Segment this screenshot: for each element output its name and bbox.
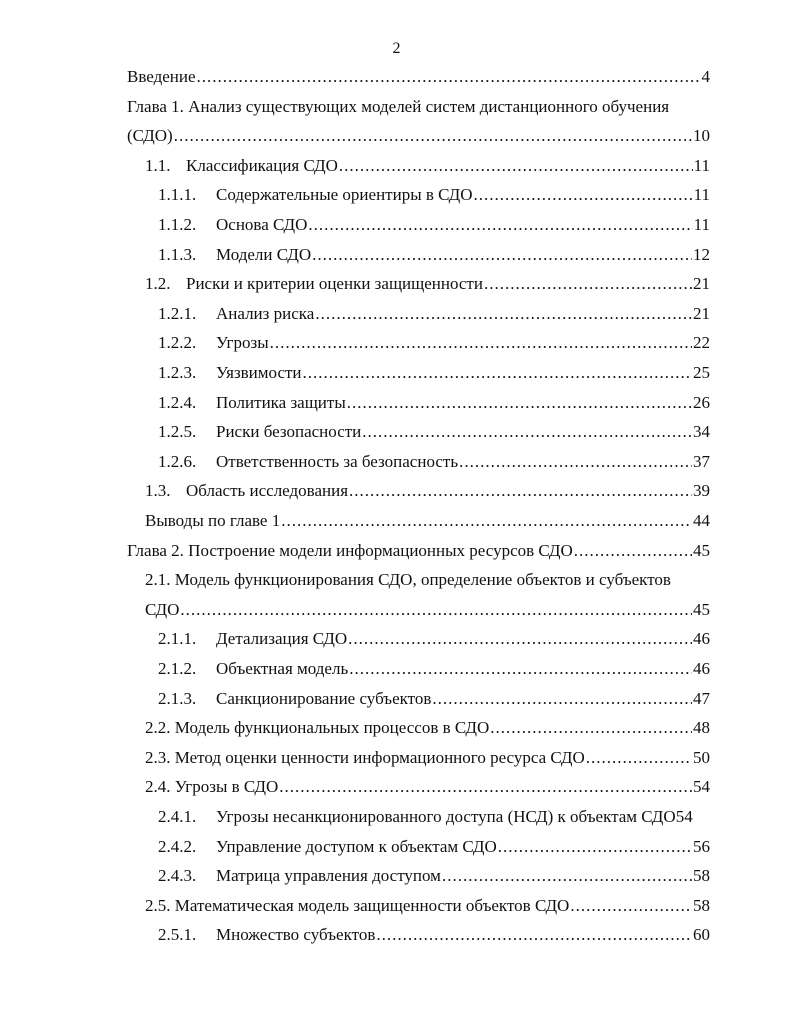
toc-item-title: Анализ риска	[216, 303, 315, 323]
toc-page-number: 11	[693, 185, 710, 205]
toc-line	[0, 745, 793, 771]
toc-page-number: 60	[693, 925, 710, 945]
toc-entry[interactable]	[145, 745, 710, 771]
toc-entry[interactable]	[145, 774, 710, 800]
toc-leader-dots	[574, 538, 692, 564]
toc-item-number: 2.1.3.	[158, 688, 197, 708]
toc-line	[0, 626, 793, 652]
toc-entry[interactable]	[145, 597, 710, 623]
toc-item-number: 2.1.2.	[158, 659, 197, 678]
toc-item-number: 1.2.4.	[158, 392, 197, 412]
toc-item-number: 1.1.	[145, 155, 171, 175]
toc-leader-dots	[498, 834, 692, 860]
toc-line	[0, 301, 793, 327]
toc-line	[0, 538, 793, 564]
toc-item-title: Ответственность за безопасность	[216, 451, 459, 471]
toc-page-number: 22	[693, 333, 710, 353]
toc-entry[interactable]	[186, 478, 710, 504]
toc-item-title: Выводы по главе 1	[145, 511, 281, 530]
toc-leader-dots	[270, 330, 692, 356]
toc-entry[interactable]	[186, 153, 710, 179]
toc-item-number: 2.4.3.	[158, 866, 197, 886]
toc-item-number: 1.1.2.	[158, 215, 197, 234]
toc-page-number: 45	[693, 540, 710, 560]
toc-line	[0, 597, 793, 623]
toc-line	[0, 419, 793, 445]
toc-entry[interactable]	[216, 360, 710, 386]
toc-entry[interactable]	[145, 893, 710, 919]
toc-page-number: 54	[693, 777, 710, 797]
toc-entry[interactable]	[216, 804, 710, 830]
toc-entry[interactable]	[216, 182, 710, 208]
toc-entry[interactable]	[216, 922, 710, 948]
toc-line	[0, 893, 793, 919]
toc-item-title: Объектная модель	[216, 659, 349, 678]
toc-item-title: Матрица управления доступом	[216, 866, 441, 886]
toc-page-number: 21	[693, 303, 710, 323]
toc-page-number: 21	[693, 274, 710, 294]
toc-item-title: Множество субъектов	[216, 925, 376, 945]
toc-item-number: 2.1.1.	[158, 629, 197, 649]
toc-entry[interactable]	[216, 686, 710, 712]
toc-item-number: 1.1.3.	[158, 244, 197, 264]
toc-item-number: 1.3.	[145, 481, 171, 501]
toc-line	[0, 212, 793, 238]
toc-entry[interactable]	[216, 301, 710, 327]
toc-page-number: 45	[693, 599, 710, 619]
toc-page-number: 10	[693, 126, 710, 146]
toc-item-title: Риски и критерии оценки защищенности	[186, 274, 483, 294]
toc-page-number: 47	[693, 688, 710, 708]
toc-entry[interactable]	[145, 567, 710, 593]
toc-leader-dots	[180, 597, 692, 623]
toc-entry[interactable]	[127, 123, 710, 149]
toc-line	[0, 478, 793, 504]
toc-page-number: 50	[693, 747, 710, 767]
toc-leader-dots	[281, 508, 692, 534]
toc-item-title: Классификация СДО	[186, 155, 338, 175]
toc-entry[interactable]	[216, 626, 710, 652]
toc-line	[0, 804, 793, 830]
toc-page-number: 39	[693, 481, 710, 501]
toc-leader-dots	[586, 745, 692, 771]
toc-item-title: Риски безопасности	[216, 422, 362, 442]
toc-item-number: 1.2.	[145, 274, 171, 294]
toc-page-number: 46	[693, 659, 710, 678]
toc-entry[interactable]	[145, 508, 710, 534]
toc-item-number: 1.2.1.	[158, 303, 197, 323]
toc-entry[interactable]	[186, 271, 710, 297]
toc-leader-dots	[490, 715, 692, 741]
toc-entry[interactable]	[127, 538, 710, 564]
toc-leader-dots	[349, 478, 692, 504]
toc-item-title: Угрозы несанкционированного доступа (НСД) к объектам СДО	[216, 807, 676, 826]
toc-leader-dots	[347, 390, 692, 416]
toc-line	[0, 834, 793, 860]
toc-entry[interactable]	[216, 656, 710, 682]
toc-entry[interactable]	[216, 390, 710, 416]
toc-item-title: Введение	[127, 67, 196, 86]
toc-item-title: Управление доступом к объектам СДО	[216, 836, 497, 856]
toc-line	[0, 922, 793, 948]
toc-leader-dots	[315, 301, 692, 327]
toc-leader-dots	[197, 64, 701, 90]
toc-line	[0, 242, 793, 268]
toc-page-number: 25	[693, 363, 710, 382]
toc-item-number: 1.2.3.	[158, 363, 197, 382]
toc-line	[0, 330, 793, 356]
toc-line	[0, 360, 793, 386]
toc-entry[interactable]	[127, 94, 710, 120]
toc-page-number: 12	[693, 244, 710, 264]
toc-leader-dots	[362, 419, 692, 445]
toc-item-number: 2.4.2.	[158, 836, 197, 856]
toc-page-number: 44	[693, 511, 710, 530]
toc-leader-dots	[174, 123, 692, 149]
toc-item-number: 2.5.1.	[158, 925, 197, 945]
toc-entry[interactable]	[216, 212, 710, 238]
toc-leader-dots	[570, 893, 692, 919]
toc-item-title: Уязвимости	[216, 363, 302, 382]
toc-page-number: 26	[693, 392, 710, 412]
toc-item-title: Политика защиты	[216, 392, 346, 412]
toc-item-title: Содержательные ориентиры в СДО	[216, 185, 473, 205]
toc-page-number: 54	[675, 807, 693, 826]
toc-item-number: 1.1.1.	[158, 185, 197, 205]
toc-page-number: 58	[693, 895, 710, 915]
toc-item-title: 2.3. Метод оценки ценности информационного ресурса СДО	[145, 747, 585, 767]
toc-leader-dots	[474, 182, 693, 208]
toc-line	[0, 715, 793, 741]
toc-line	[0, 774, 793, 800]
toc-item-number: 1.2.2.	[158, 333, 197, 353]
toc-item-title: 2.1. Модель функционирования СДО, определение объектов и субъектов	[145, 570, 671, 590]
toc-page-number: 56	[693, 836, 710, 856]
toc-line	[0, 271, 793, 297]
toc-leader-dots	[459, 449, 692, 475]
toc-line	[0, 64, 793, 90]
toc-page-number: 34	[693, 422, 710, 442]
toc-leader-dots	[442, 863, 692, 889]
toc-line	[0, 153, 793, 179]
toc-page-number: 11	[693, 215, 710, 234]
toc-line	[0, 123, 793, 149]
toc-line	[0, 567, 793, 593]
toc-item-title: Глава 2. Построение модели информационных ресурсов СДО	[127, 540, 573, 560]
toc-entry[interactable]	[216, 834, 710, 860]
toc-item-title: Угрозы	[216, 333, 269, 353]
toc-entry[interactable]	[216, 863, 710, 889]
page-number: 2	[392, 40, 401, 57]
toc-leader-dots	[303, 360, 692, 386]
toc-entry[interactable]	[216, 449, 710, 475]
toc-page-number: 11	[693, 155, 710, 175]
toc-leader-dots	[279, 774, 692, 800]
toc-line	[0, 656, 793, 682]
toc-line	[0, 449, 793, 475]
toc-line	[0, 508, 793, 534]
toc-leader-dots	[312, 242, 692, 268]
toc-item-number: 1.2.6.	[158, 451, 197, 471]
toc-item-title: 2.2. Модель функциональных процессов в СДО	[145, 718, 490, 738]
toc-item-title: (СДО)	[127, 126, 173, 146]
toc-item-title: Глава 1. Анализ существующих моделей систем дистанционного обучения	[127, 96, 670, 116]
toc-leader-dots	[349, 656, 692, 682]
toc-item-title: Модели СДО	[216, 244, 312, 264]
toc-page-number: 46	[693, 629, 710, 649]
toc-page-number: 58	[693, 866, 710, 886]
toc-item-title: Детализация СДО	[216, 629, 348, 649]
toc-entry[interactable]	[127, 64, 710, 90]
toc-leader-dots	[348, 626, 692, 652]
toc-leader-dots	[484, 271, 692, 297]
toc-page-number: 37	[693, 451, 710, 471]
toc-line	[0, 863, 793, 889]
toc-line	[0, 94, 793, 120]
toc-item-title: 2.4. Угрозы в СДО	[145, 777, 279, 797]
toc-item-title: Санкционирование субъектов	[216, 688, 432, 708]
toc-item-title: Область исследования	[186, 481, 349, 501]
toc-leader-dots	[339, 153, 693, 179]
toc-leader-dots	[376, 922, 692, 948]
toc-entry[interactable]	[216, 419, 710, 445]
toc-line	[0, 686, 793, 712]
toc-item-number: 2.4.1.	[158, 807, 197, 826]
toc-entry[interactable]	[216, 330, 710, 356]
toc-entry[interactable]	[216, 242, 710, 268]
toc-line	[0, 390, 793, 416]
toc-item-title: 2.5. Математическая модель защищенности объектов СДО	[145, 895, 570, 915]
toc-leader-dots	[432, 686, 692, 712]
toc-page-number: 4	[701, 67, 710, 86]
toc-entry[interactable]	[145, 715, 710, 741]
toc-page-number: 48	[693, 718, 710, 738]
toc-leader-dots	[308, 212, 692, 238]
toc-item-title: СДО	[145, 599, 180, 619]
toc-item-title: Основа СДО	[216, 215, 308, 234]
toc-item-number: 1.2.5.	[158, 422, 197, 442]
toc-line	[0, 182, 793, 208]
